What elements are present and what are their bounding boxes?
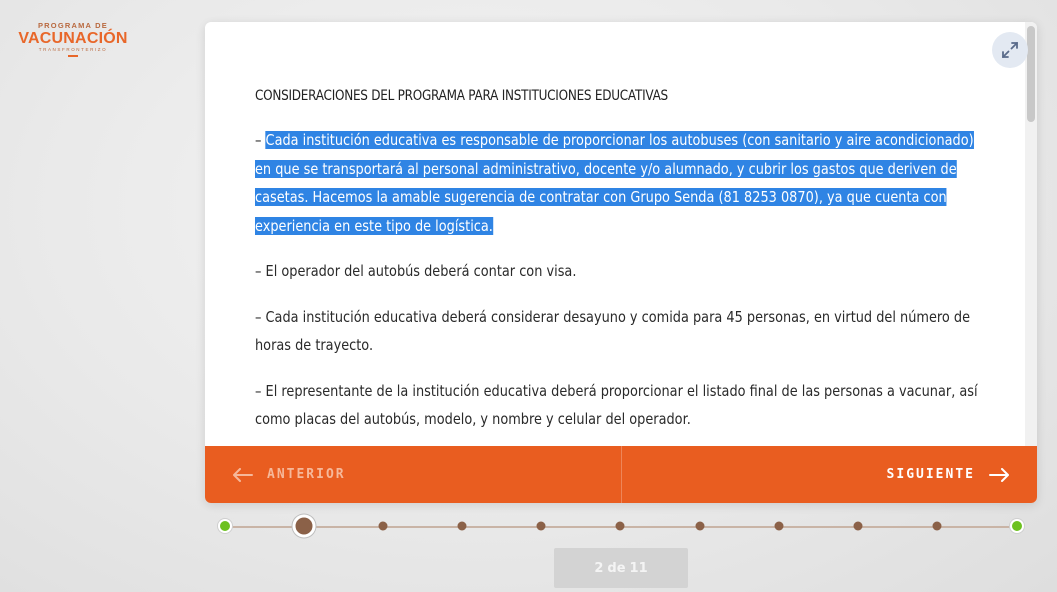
scrollbar-thumb[interactable]	[1027, 26, 1035, 122]
arrow-left-icon	[233, 468, 253, 482]
logo-underline	[68, 55, 78, 57]
slide-heading: CONSIDERACIONES DEL PROGRAMA PARA INSTITUCIONES EDUCATIVAS	[255, 88, 668, 104]
progress-step[interactable]	[537, 522, 546, 531]
arrow-right-icon	[989, 468, 1009, 482]
fullscreen-button[interactable]	[992, 32, 1028, 68]
logo-line-2: VACUNACIÓN	[18, 30, 128, 47]
slide-card	[205, 22, 1037, 503]
paragraph-list: – El representante de la institución educativa deberá proporcionar el listado final de las personas a vacunar, así como placas del autobús, modelo, y nombre y celular del operador.	[255, 381, 978, 428]
selected-text[interactable]: Cada institución educativa es responsable de proporcionar los autobuses (con sanitario y aire acondicionado) en que se transportará al personal administrativo, docente y/o alumnado, y cubrir los gastos que deriven de casetas. Hacemos la amable sugerencia de contratar con Grupo Senda (81 8253 0870), ya que cuenta con experiencia en este tipo de logística.	[255, 131, 974, 235]
next-button[interactable]	[622, 446, 1038, 503]
previous-button[interactable]	[205, 446, 622, 503]
progress-step[interactable]	[775, 522, 784, 531]
progress-end-marker[interactable]	[1010, 519, 1024, 533]
total-slides: 11	[629, 560, 648, 576]
progress-step-current[interactable]	[293, 515, 316, 538]
paragraph-visa: – El operador del autobús deberá contar con visa.	[255, 262, 577, 280]
next-label: SIGUIENTE	[886, 467, 975, 482]
slide-counter	[554, 548, 688, 588]
counter-separator: de	[607, 560, 626, 576]
progress-step[interactable]	[696, 522, 705, 531]
progress-step[interactable]	[458, 522, 467, 531]
slide-navigation	[205, 446, 1037, 503]
paragraph-meals: – Cada institución educativa deberá considerar desayuno y comida para 45 personas, en virtud del número de horas de trayecto.	[255, 307, 971, 354]
paragraph-buses	[255, 126, 986, 240]
progress-step[interactable]	[616, 522, 625, 531]
paragraph-prefix: –	[255, 131, 266, 149]
progress-step[interactable]	[933, 522, 942, 531]
current-slide: 2	[594, 560, 604, 576]
logo-line-3: TRANSFRONTERIZO	[38, 47, 108, 52]
previous-label: ANTERIOR	[267, 467, 346, 482]
content-scrollbar[interactable]	[1025, 22, 1037, 446]
program-logo	[12, 22, 134, 62]
progress-start-marker[interactable]	[218, 519, 232, 533]
slide-content[interactable]	[205, 22, 1037, 446]
progress-step[interactable]	[854, 522, 863, 531]
expand-icon	[1001, 41, 1019, 59]
progress-track	[225, 526, 1017, 528]
progress-step[interactable]	[379, 522, 388, 531]
logo-line-1: PROGRAMA DE	[37, 21, 108, 30]
